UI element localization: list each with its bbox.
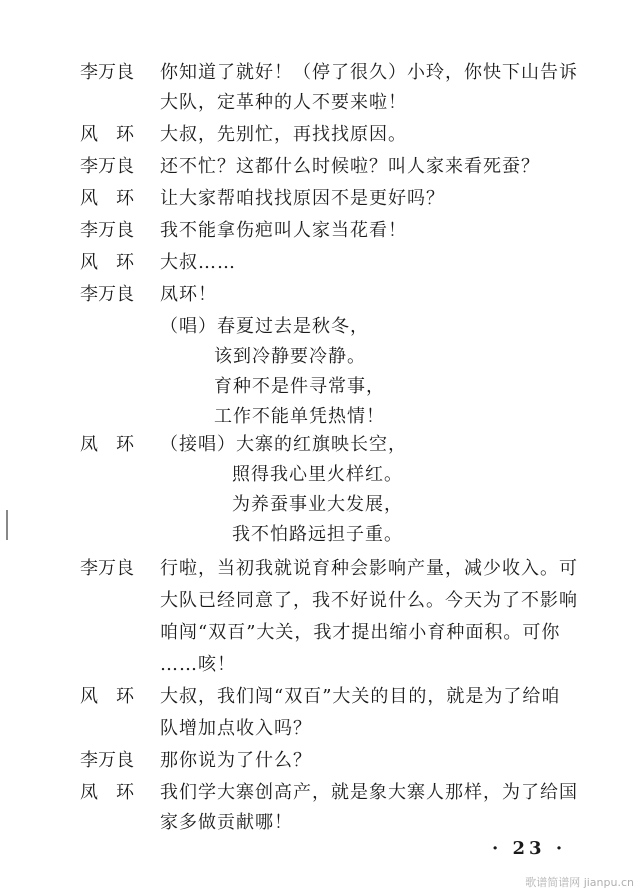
dialogue-text: 让大家帮咱找找原因不是更好吗？ (160, 188, 445, 209)
song-line (0, 490, 640, 520)
dialogue-text: 还不忙？这都什么时候啦？叫人家来看死蚕？ (160, 156, 540, 177)
dialogue-line (0, 682, 640, 712)
dialogue-text: 队增加点收入吗？ (160, 718, 312, 739)
dialogue-text: 大叔，我们闯“双百”大关的目的，就是为了给咱 (160, 686, 561, 707)
dialogue-text: 行啦，当初我就说育种会影响产量，减少收入。可 (160, 558, 578, 579)
dialogue-line (0, 88, 640, 118)
dialogue-line (0, 586, 640, 616)
song-text: 育种不是件寻常事， (214, 376, 385, 397)
speaker-name: 李万良 (80, 284, 134, 305)
speaker-name: 李万良 (80, 220, 134, 241)
speaker-name: 李万良 (80, 750, 134, 771)
speaker-name: 风 环 (80, 252, 134, 273)
dialogue-line (0, 120, 640, 150)
dialogue-text: 大队，定革种的人不要来啦！ (160, 92, 407, 113)
dialogue-text: ……咳！ (160, 654, 236, 675)
song-line (0, 402, 640, 432)
song-text: 工作不能单凭热情！ (214, 406, 385, 427)
dialogue-line (0, 808, 640, 838)
dialogue-text: 咱闯“双百”大关，我才提出缩小育种面积。可你 (160, 622, 561, 643)
speaker-name: 风 环 (80, 686, 134, 707)
dialogue-text: 家多做贡献哪！ (160, 812, 293, 833)
scan-edge-mark (6, 510, 8, 540)
dialogue-line (0, 216, 640, 246)
dialogue-line (0, 152, 640, 182)
song-line (0, 372, 640, 402)
dialogue-line (0, 58, 640, 88)
dialogue-line (0, 554, 640, 584)
song-line (0, 430, 640, 460)
song-text: 该到冷静要冷静。 (214, 346, 366, 367)
speaker-name: 风 环 (80, 188, 134, 209)
song-line (0, 460, 640, 490)
dialogue-text: 大队已经同意了，我不好说什么。今天为了不影响 (160, 590, 578, 611)
dialogue-line (0, 650, 640, 680)
speaker-name: 李万良 (80, 156, 134, 177)
dialogue-text: 大叔…… (160, 252, 236, 273)
page-number: · 23 · (492, 838, 567, 859)
speaker-name: 凤 环 (80, 782, 134, 803)
song-text: （唱）春夏过去是秋冬， (160, 316, 369, 337)
speaker-name: 李万良 (80, 558, 134, 579)
song-line (0, 312, 640, 342)
dialogue-line (0, 778, 640, 808)
song-text: 照得我心里火样红。 (232, 464, 403, 485)
dialogue-line (0, 714, 640, 744)
dialogue-line (0, 248, 640, 278)
dialogue-line (0, 746, 640, 776)
dialogue-text: 那你说为了什么？ (160, 750, 312, 771)
song-line (0, 342, 640, 372)
dialogue-text: 凤环！ (160, 284, 217, 305)
dialogue-text: 大叔，先别忙，再找找原因。 (160, 124, 407, 145)
song-text: （接唱）大寨的红旗映长空， (160, 434, 407, 455)
song-line (0, 520, 640, 550)
speaker-name: 凤 环 (80, 434, 134, 455)
song-text: 我不怕路远担子重。 (232, 524, 403, 545)
watermark: 歌谱简谱网 jianpu.cn (525, 876, 634, 889)
song-text: 为养蚕事业大发展， (232, 494, 403, 515)
dialogue-text: 我们学大寨创高产，就是象大寨人那样，为了给国 (160, 782, 578, 803)
dialogue-text: 你知道了就好！（停了很久）小玲，你快下山告诉 (160, 62, 578, 83)
speaker-name: 李万良 (80, 62, 134, 83)
dialogue-line (0, 280, 640, 310)
speaker-name: 风 环 (80, 124, 134, 145)
dialogue-line (0, 618, 640, 648)
dialogue-text: 我不能拿伤疤叫人家当花看！ (160, 220, 407, 241)
dialogue-line (0, 184, 640, 214)
